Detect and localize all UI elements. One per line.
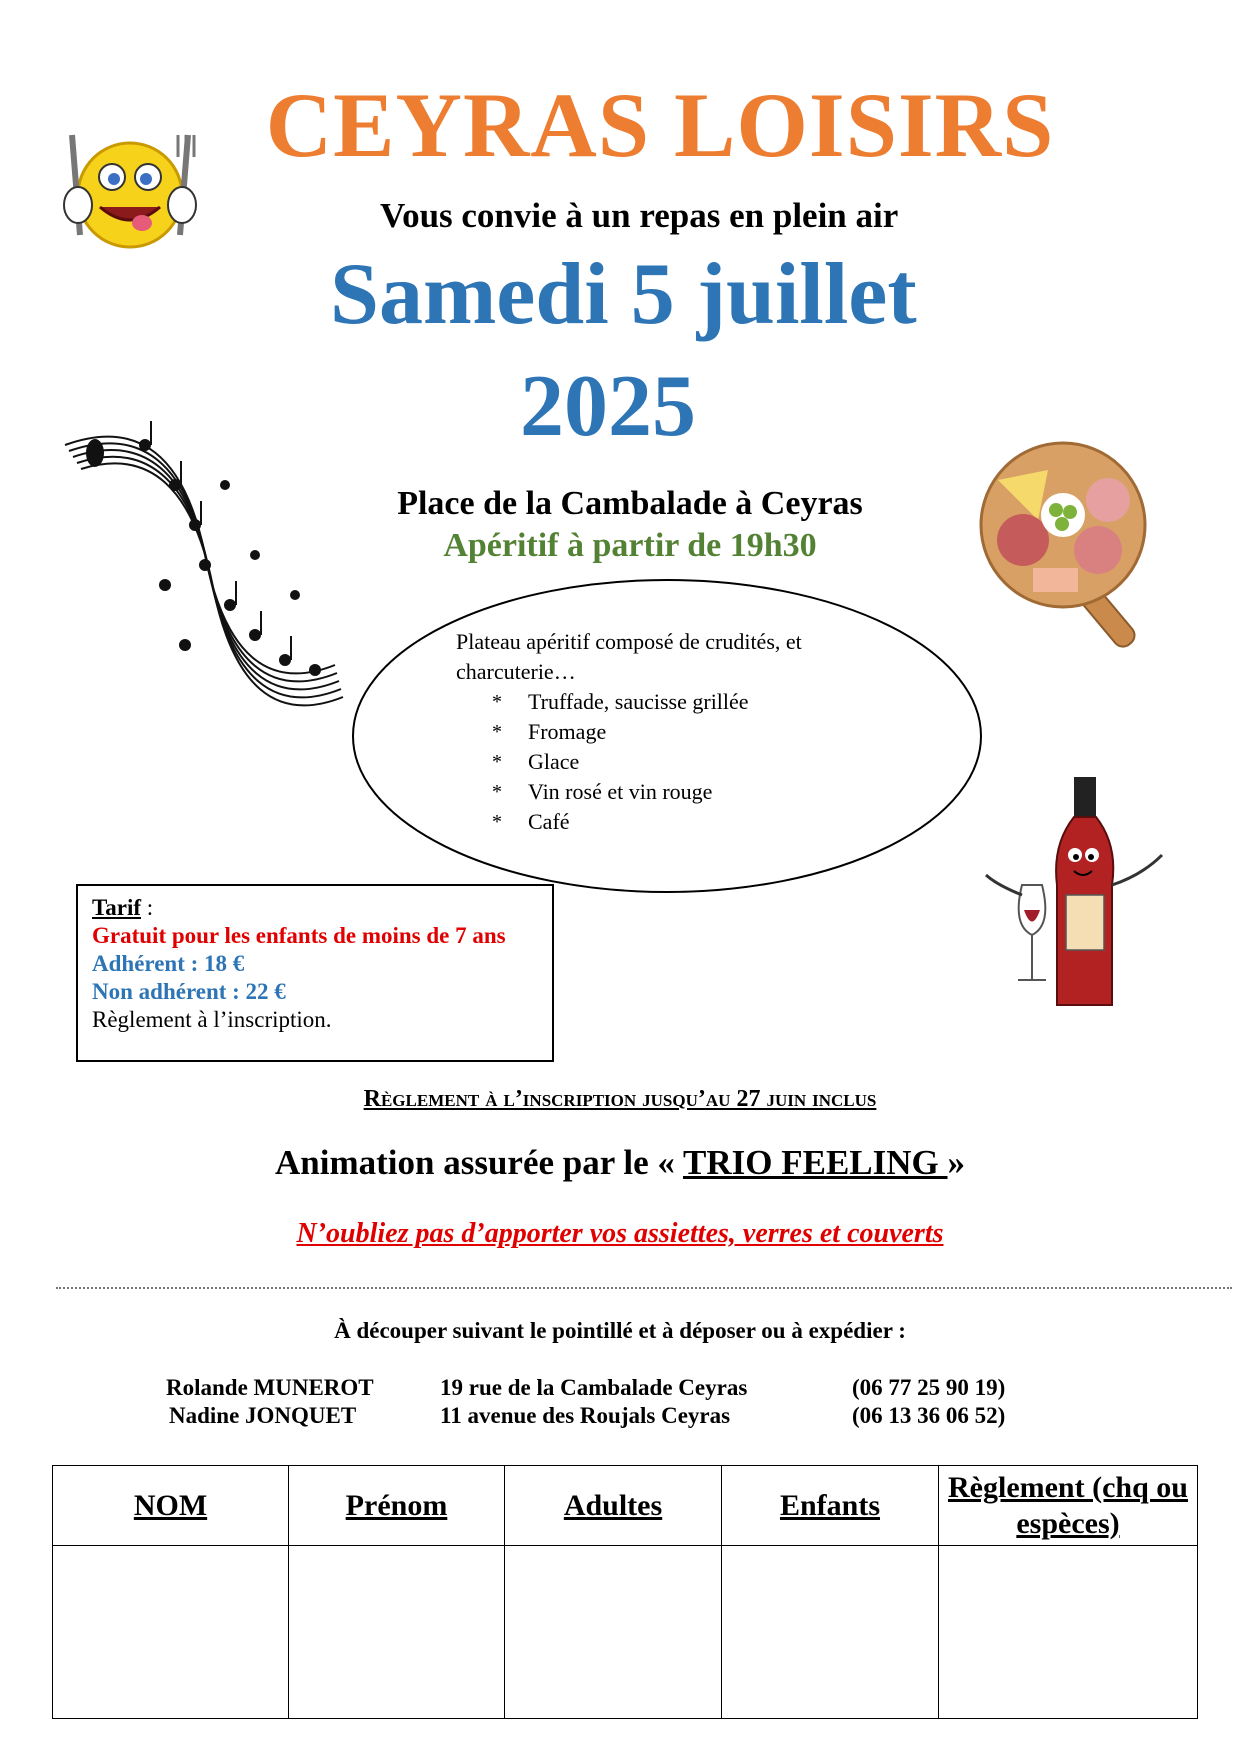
contact-address: 11 avenue des Roujals Ceyras [440, 1403, 731, 1428]
nom-cell[interactable] [53, 1546, 289, 1719]
registration-form-table [52, 1465, 1198, 1719]
adultes-cell[interactable] [505, 1546, 722, 1719]
menu [456, 627, 916, 837]
menu-item: * Café [492, 807, 916, 837]
table-row [53, 1546, 1198, 1719]
prenom-cell[interactable] [289, 1546, 505, 1719]
bullet-icon: * [492, 721, 502, 743]
tarif-member: Adhérent : 18 € [92, 951, 245, 976]
tarif-box: Tarif : Gratuit pour les enfants de moins de 7 ans Adhérent : 18 € Non adhérent : 22 € Règlement à l’inscription. [76, 884, 554, 1062]
column-header-adultes: Adultes [505, 1466, 722, 1546]
event-place: Place de la Cambalade à Ceyras [397, 485, 863, 522]
column-header-prenom: Prénom [289, 1466, 505, 1546]
reglement-cell[interactable] [939, 1546, 1198, 1719]
charcuterie-board-icon [978, 440, 1158, 650]
event-date: Samedi 5 juillet [330, 246, 917, 343]
tarif-non-member: Non adhérent : 22 € [92, 979, 286, 1004]
column-header-enfants: Enfants [722, 1466, 939, 1546]
aperitif-time: Apéritif à partir de 19h30 [443, 527, 817, 564]
contact-name: Nadine JONQUET [169, 1403, 357, 1428]
bullet-icon: * [492, 811, 502, 833]
band-name: TRIO FEELING [683, 1143, 948, 1182]
contact-name: Rolande MUNEROT [166, 1375, 374, 1400]
menu-item: * Truffade, saucisse grillée [492, 687, 916, 717]
event-year: 2025 [520, 358, 696, 455]
menu-item: * Vin rosé et vin rouge [492, 777, 916, 807]
smiley-fork-knife-icon [50, 125, 210, 255]
contact-phone: (06 77 25 90 19) [852, 1375, 1006, 1400]
cut-dotted-line [56, 1287, 1232, 1289]
wine-bottle-glass-icon [982, 775, 1182, 1015]
cut-instructions: À découper suivant le pointillé et à déposer ou à expédier : [334, 1318, 906, 1343]
music-notes-icon [55, 405, 355, 725]
bullet-icon: * [492, 781, 502, 803]
tarif-payment: Règlement à l’inscription. [92, 1007, 332, 1032]
contact-address: 19 rue de la Cambalade Ceyras [440, 1375, 748, 1400]
column-header-reglement: Règlement (chq ou espèces) [939, 1466, 1198, 1546]
table-header-row [53, 1466, 1198, 1546]
contact-phone: (06 13 36 06 52) [852, 1403, 1006, 1428]
menu-item: * Glace [492, 747, 916, 777]
enfants-cell[interactable] [722, 1546, 939, 1719]
tarif-label: Tarif [92, 895, 141, 920]
reminder-note: N’oubliez pas d’apporter vos assiettes, verres et couverts [296, 1218, 944, 1249]
column-header-nom: NOM [53, 1466, 289, 1546]
registration-deadline: Règlement à l’inscription jusqu’au 27 juin inclus [363, 1086, 877, 1112]
animation-line: Animation assurée par le « TRIO FEELING » [274, 1143, 966, 1182]
menu-list [456, 687, 916, 837]
event-title: CEYRAS LOISIRS [265, 74, 1055, 176]
tarif-free-children: Gratuit pour les enfants de moins de 7 ans [92, 923, 506, 948]
menu-intro: Plateau apéritif composé de crudités, et charcuterie… [456, 629, 802, 684]
bullet-icon: * [492, 691, 502, 713]
menu-item: * Fromage [492, 717, 916, 747]
invitation-subtitle: Vous convie à un repas en plein air [380, 196, 899, 235]
bullet-icon: * [492, 751, 502, 773]
